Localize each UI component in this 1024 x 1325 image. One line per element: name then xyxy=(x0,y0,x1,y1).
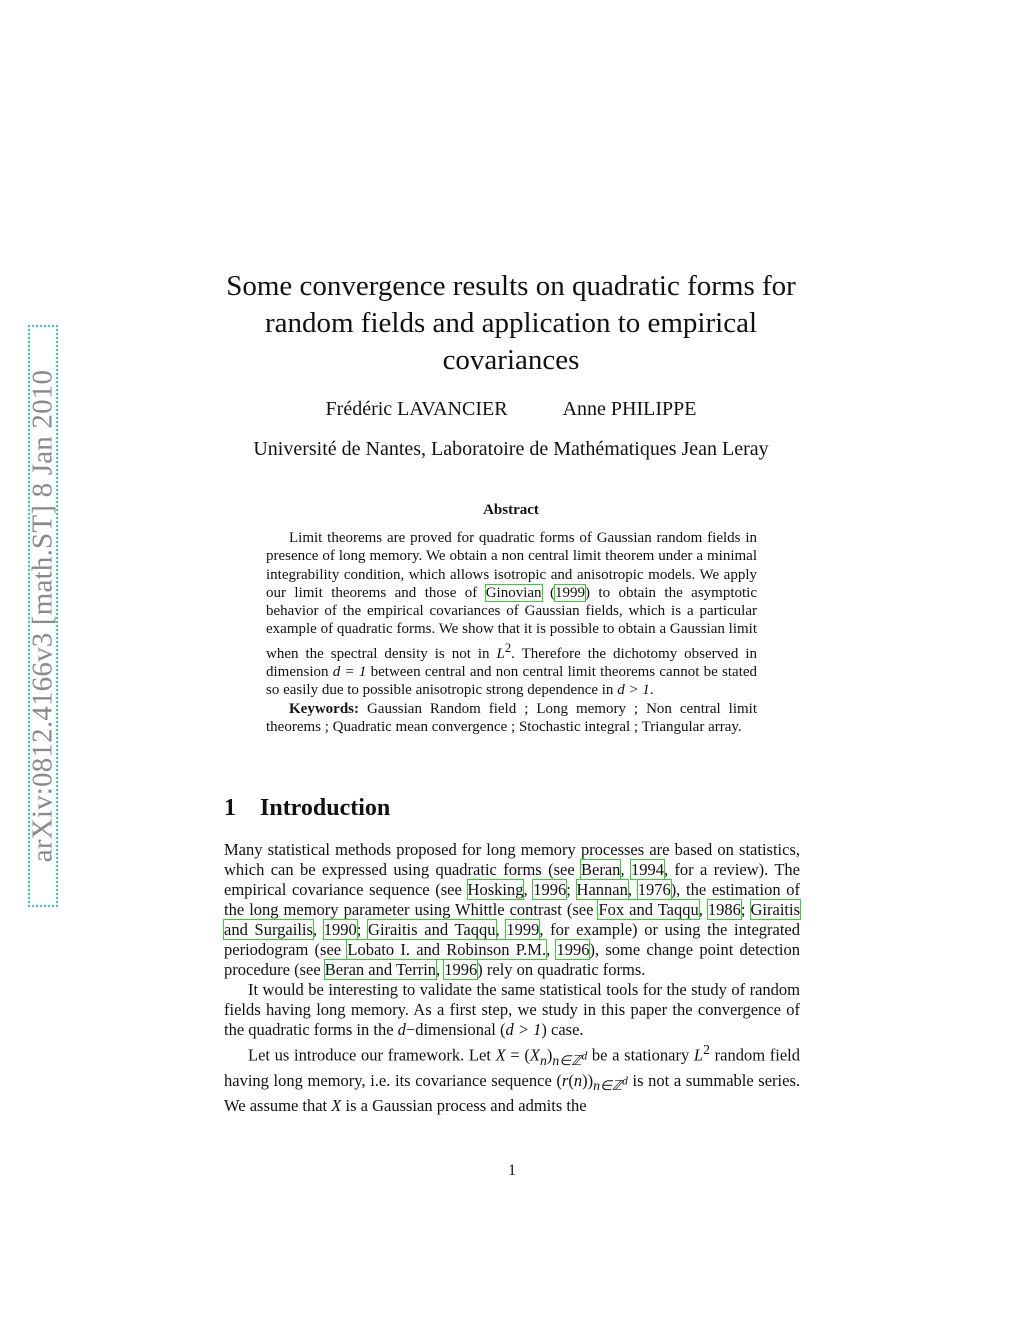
punct: , xyxy=(546,940,557,959)
body-text: ) rely on quadratic forms. xyxy=(477,960,646,979)
author-list xyxy=(210,398,812,421)
citation-link[interactable]: Giraitis and Taqqu xyxy=(368,920,496,939)
author-affiliation: Université de Nantes, Laboratoire de Mathématiques Jean Leray xyxy=(253,438,769,460)
body-paragraph xyxy=(224,840,800,980)
math-symbol: X xyxy=(495,1045,506,1065)
citation-year-link[interactable]: 1999 xyxy=(506,920,540,939)
citation-year-link[interactable]: 1996 xyxy=(444,960,478,979)
math-operator: ( xyxy=(568,1070,574,1090)
keywords-label: Keywords: xyxy=(289,700,359,717)
punct: , xyxy=(436,960,445,979)
page-number: 1 xyxy=(508,1162,516,1179)
math-expression: d = 1 xyxy=(332,664,367,681)
punct: , xyxy=(627,880,638,899)
body-text: , for a review). The empirical covariance sequence (see xyxy=(224,860,800,899)
citation-link[interactable]: Hosking xyxy=(467,880,524,899)
body-text: ) case. xyxy=(541,1020,584,1039)
math-symbol: L xyxy=(496,645,505,662)
citation-year-link[interactable]: 1996 xyxy=(556,940,590,959)
abstract-text: between central and non central limit theorems cannot be stated so easily due to possible anisotropic strong dependence in xyxy=(266,664,758,699)
section-title: Introduction xyxy=(260,795,391,821)
punct: , xyxy=(495,920,507,939)
section-body xyxy=(224,840,800,1116)
math-symbol: d xyxy=(397,1020,406,1039)
citation-year-link[interactable]: 1994 xyxy=(630,860,664,879)
citation-link[interactable]: Hannan xyxy=(576,880,628,899)
author-name: Frédéric LAVANCIER xyxy=(325,398,508,420)
abstract-text: to obtain the asymptotic behavior of the empirical covariances of Gaussian fields, which is a particular example of quadratic forms. We show that it is possible to obtain a Gaussian limit when the spectral density is not in xyxy=(266,584,758,662)
math-operator: = ( xyxy=(505,1045,530,1065)
citation-link[interactable]: Beran xyxy=(581,860,621,879)
punct: ; xyxy=(566,880,577,899)
body-paragraph xyxy=(224,1040,800,1116)
math-operator: ) xyxy=(546,1045,553,1065)
keywords-paragraph xyxy=(266,700,757,737)
citation-link[interactable]: Ginovian xyxy=(485,584,542,601)
punct: ; xyxy=(356,920,369,939)
math-symbol: n xyxy=(573,1070,583,1090)
math-expression: d > 1 xyxy=(617,682,650,699)
body-text: ), the estimation of the long memory parameter using Whittle contrast (see xyxy=(224,880,801,919)
section-number: 1 xyxy=(224,795,236,821)
citation-year-link[interactable]: 1990 xyxy=(323,920,357,939)
citation-link[interactable]: Lobato I. and Robinson P.M. xyxy=(347,940,547,959)
math-subscript: n∈ℤ xyxy=(552,1052,582,1068)
section-heading xyxy=(224,795,800,822)
citation-year-link[interactable]: 1976 xyxy=(637,880,671,899)
paren: ) xyxy=(584,584,590,601)
citation-link[interactable]: Fox and Taqqu xyxy=(598,900,699,919)
punct: . xyxy=(649,682,654,699)
abstract-paragraph xyxy=(266,529,757,700)
keywords-text: Gaussian Random field ; Long memory ; Non central limit theorems ; Quadratic mean convergence ; Stochastic integral ; Triangular array. xyxy=(266,700,757,735)
abstract-text: . Therefore the dichotomy observed in dimension xyxy=(266,645,757,681)
math-superscript: 2 xyxy=(703,1042,710,1057)
math-symbol: X xyxy=(331,1096,342,1116)
math-subscript: n∈ℤ xyxy=(593,1078,623,1094)
body-text: Many statistical methods proposed for long memory processes are based on statistics, which can be expressed using quadratic forms (see xyxy=(224,840,800,879)
body-text: be a stationary xyxy=(587,1045,694,1065)
math-operator: )) xyxy=(582,1070,594,1090)
punct: , xyxy=(523,880,534,899)
body-text: is a Gaussian process and admits the xyxy=(341,1096,587,1116)
punct: , xyxy=(312,920,324,939)
citation-year-link[interactable]: 1996 xyxy=(533,880,567,899)
math-expression: d > 1 xyxy=(505,1020,542,1039)
body-text: random field having long memory, i.e. its covariance sequence ( xyxy=(224,1045,800,1090)
citation-year-link[interactable]: 1986 xyxy=(707,900,741,919)
arxiv-identifier-text: arXiv:0812.4166v3 [math.ST] 8 Jan 2010 xyxy=(26,369,59,863)
body-paragraph xyxy=(224,980,800,1040)
body-text: , for example) or using the integrated periodogram (see xyxy=(224,920,800,959)
paper-title: Some convergence results on quadratic forms for random fields and application to empirical covariances xyxy=(226,270,796,376)
math-symbol: L xyxy=(693,1045,704,1065)
arxiv-identifier-stamp[interactable] xyxy=(28,325,58,907)
math-superscript: 2 xyxy=(504,640,512,655)
abstract-heading: Abstract xyxy=(483,502,539,518)
math-superscript: d xyxy=(622,1075,628,1088)
body-text: is not a summable series. We assume that xyxy=(224,1070,801,1116)
paren: ( xyxy=(549,584,555,601)
punct: ; xyxy=(740,900,751,919)
abstract-body xyxy=(266,529,757,736)
math-symbol: X xyxy=(529,1045,540,1065)
citation-link[interactable]: Beran and Terrin xyxy=(324,960,437,979)
body-text: −dimensional ( xyxy=(405,1020,506,1039)
punct: , xyxy=(698,900,708,919)
math-subscript: n xyxy=(539,1052,547,1068)
math-superscript: d xyxy=(581,1050,588,1063)
author-name: Anne PHILIPPE xyxy=(562,398,697,420)
abstract-text: Limit theorems are proved for quadratic forms of Gaussian random fields in presence of long memory. We obtain a non central limit theorem under a minimal integrability condition, which allows isotropic and anisotropic models. We apply our limit theorems and those of xyxy=(266,530,757,601)
math-symbol: r xyxy=(561,1070,569,1090)
body-text: ), some change point detection procedure (see xyxy=(224,940,801,979)
punct: , xyxy=(620,860,631,879)
citation-year-link[interactable]: 1999 xyxy=(554,584,585,601)
citation-link[interactable]: Giraitis and Surgailis xyxy=(224,900,801,939)
body-text: It would be interesting to validate the same statistical tools for the study of random fields having long memory. As a first step, we study in this paper the convergence of the quadratic forms in the xyxy=(224,980,800,1039)
body-text: Let us introduce our framework. Let xyxy=(248,1045,496,1065)
